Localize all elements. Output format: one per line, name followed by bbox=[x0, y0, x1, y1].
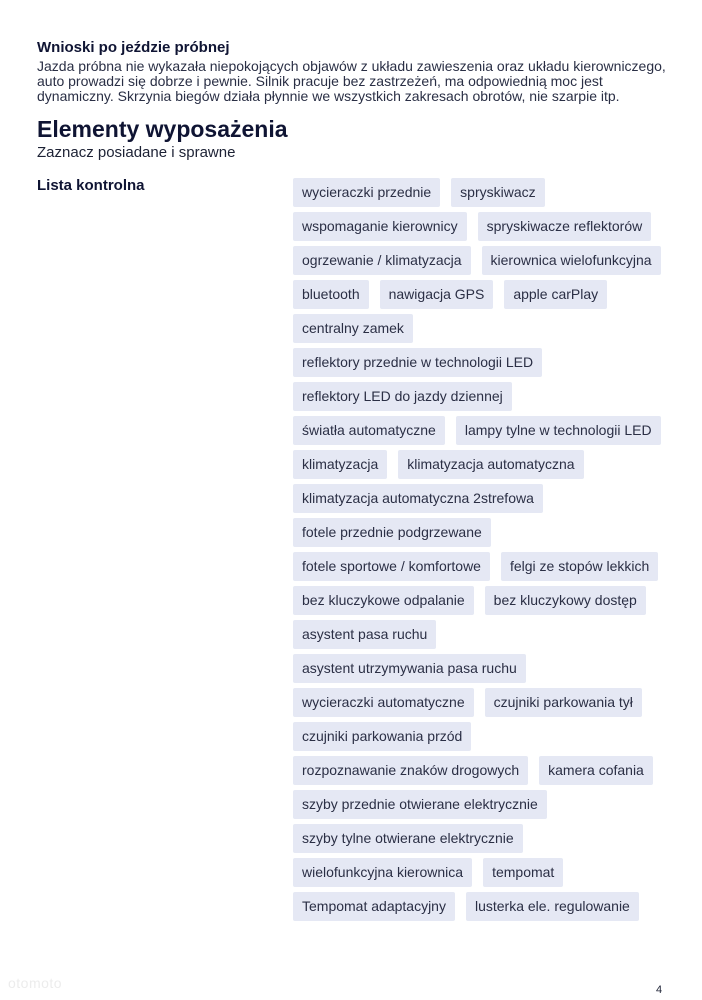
equipment-tag: czujniki parkowania tył bbox=[485, 688, 642, 717]
equipment-tag: felgi ze stopów lekkich bbox=[501, 552, 658, 581]
equipment-tag: fotele sportowe / komfortowe bbox=[293, 552, 490, 581]
equipment-tag: wycieraczki automatyczne bbox=[293, 688, 474, 717]
equipment-tag: tempomat bbox=[483, 858, 563, 887]
equipment-tag: apple carPlay bbox=[504, 280, 607, 309]
equipment-tag: centralny zamek bbox=[293, 314, 413, 343]
equipment-tag: bez kluczykowe odpalanie bbox=[293, 586, 474, 615]
equipment-tag: fotele przednie podgrzewane bbox=[293, 518, 491, 547]
equipment-tag-list bbox=[293, 178, 665, 921]
test-drive-conclusions bbox=[37, 39, 667, 104]
equipment-tag: lusterka ele. regulowanie bbox=[466, 892, 639, 921]
conclusions-heading: Wnioski po jeździe próbnej bbox=[37, 39, 230, 56]
checklist-label: Lista kontrolna bbox=[37, 177, 145, 194]
equipment-tag: światła automatyczne bbox=[293, 416, 445, 445]
equipment-tag: spryskiwacz bbox=[451, 178, 544, 207]
equipment-tag: kierownica wielofunkcyjna bbox=[482, 246, 661, 275]
equipment-tag: ogrzewanie / klimatyzacja bbox=[293, 246, 471, 275]
equipment-tag: lampy tylne w technologii LED bbox=[456, 416, 661, 445]
watermark: otomoto bbox=[8, 975, 63, 991]
equipment-tag: bez kluczykowy dostęp bbox=[485, 586, 646, 615]
equipment-tag: wycieraczki przednie bbox=[293, 178, 440, 207]
equipment-tag: asystent pasa ruchu bbox=[293, 620, 436, 649]
equipment-tag: wspomaganie kierownicy bbox=[293, 212, 467, 241]
equipment-tag: szyby przednie otwierane elektrycznie bbox=[293, 790, 547, 819]
equipment-tag: czujniki parkowania przód bbox=[293, 722, 471, 751]
conclusions-text: Jazda próbna nie wykazała niepokojących objawów z układu zawieszenia oraz układu kierowniczego, auto prowadzi się dobrze i pewnie. Silnik pracuje bez zastrzeżeń, ma odpowiednią moc jest dynamiczny. Skrzynia biegów działa płynnie we wszystkich zakresach obrotów, nie szarpie itp. bbox=[37, 58, 666, 104]
equipment-tag: klimatyzacja automatyczna bbox=[398, 450, 583, 479]
equipment-tag: bluetooth bbox=[293, 280, 369, 309]
equipment-tag: szyby tylne otwierane elektrycznie bbox=[293, 824, 523, 853]
equipment-tag: reflektory przednie w technologii LED bbox=[293, 348, 542, 377]
equipment-tag: Tempomat adaptacyjny bbox=[293, 892, 455, 921]
equipment-tag: klimatyzacja automatyczna 2strefowa bbox=[293, 484, 543, 513]
equipment-tag: klimatyzacja bbox=[293, 450, 387, 479]
equipment-tag: wielofunkcyjna kierownica bbox=[293, 858, 472, 887]
equipment-title: Elementy wyposażenia bbox=[37, 116, 288, 142]
equipment-subtitle: Zaznacz posiadane i sprawne bbox=[37, 144, 236, 161]
equipment-tag: kamera cofania bbox=[539, 756, 653, 785]
equipment-tag: spryskiwacze reflektorów bbox=[478, 212, 652, 241]
equipment-tag: reflektory LED do jazdy dziennej bbox=[293, 382, 512, 411]
equipment-tag: asystent utrzymywania pasa ruchu bbox=[293, 654, 526, 683]
equipment-tag: nawigacja GPS bbox=[380, 280, 494, 309]
page-number: 4 bbox=[656, 984, 663, 996]
equipment-tag: rozpoznawanie znaków drogowych bbox=[293, 756, 528, 785]
